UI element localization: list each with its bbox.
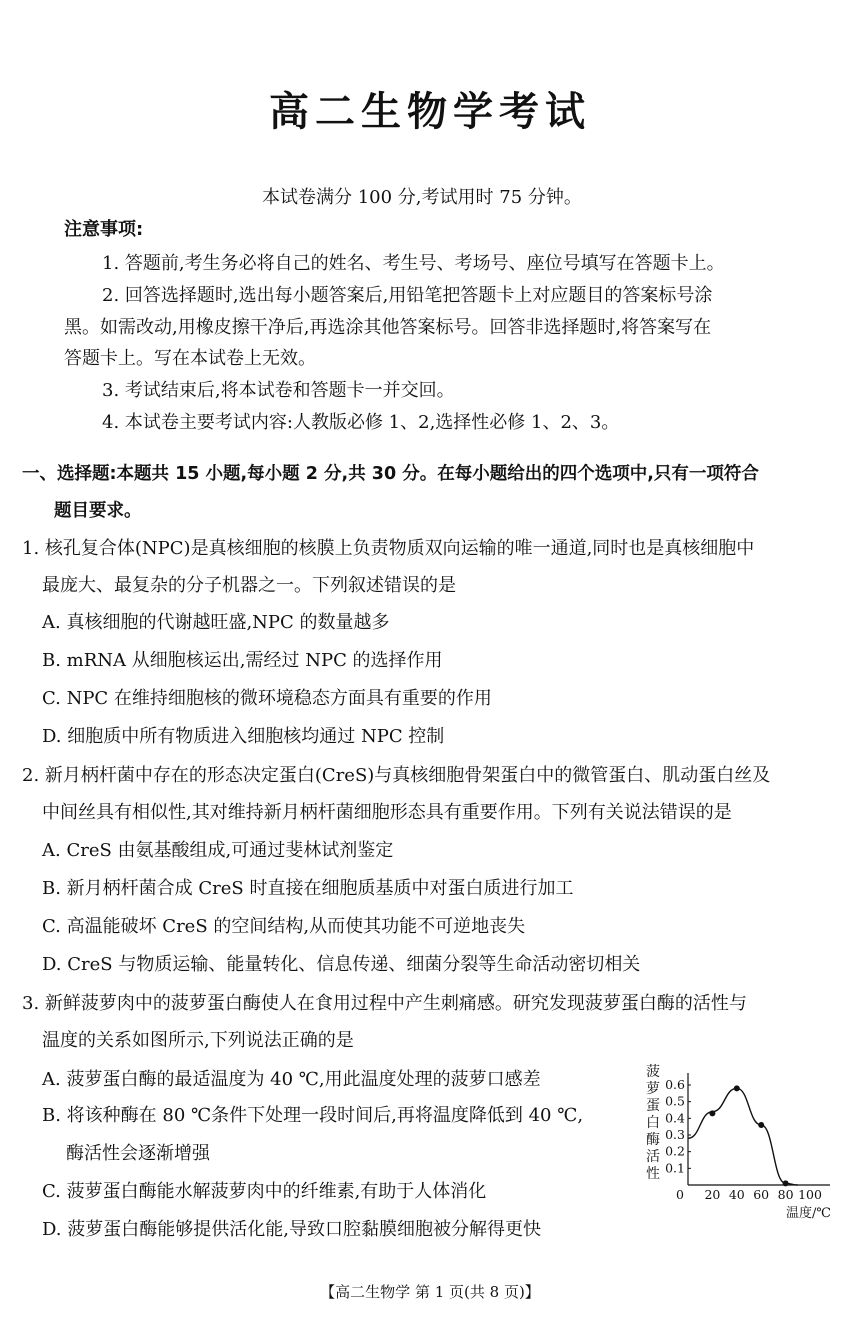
data-point	[783, 1180, 789, 1186]
note-item: 2. 回答选择题时,选出每小题答案后,用铅笔把答题卡上对应题目的答案标号涂	[102, 285, 713, 306]
x-tick-label: 60	[753, 1187, 770, 1202]
notes-heading: 注意事项:	[64, 219, 144, 240]
note-item: 3. 考试结束后,将本试卷和答题卡一并交回。	[102, 380, 455, 401]
y-tick-label: 0.2	[665, 1143, 685, 1159]
question-2-option-d: D. CreS 与物质运输、能量转化、信息传递、细菌分裂等生命活动密切相关	[42, 954, 641, 975]
y-axis-label-char: 蛋	[646, 1098, 660, 1114]
question-3-option-a: A. 菠萝蛋白酶的最适温度为 40 ℃,用此温度处理的菠萝口感差	[42, 1069, 541, 1090]
question-1-option-d: D. 细胞质中所有物质进入细胞核均通过 NPC 控制	[42, 726, 445, 747]
question-1-option-c: C. NPC 在维持细胞核的微环境稳态方面具有重要的作用	[42, 688, 492, 709]
activity-curve	[688, 1088, 798, 1185]
y-tick-label: 0.1	[665, 1160, 685, 1176]
exam-meta: 本试卷满分 100 分,考试用时 75 分钟。	[262, 187, 582, 208]
data-point	[758, 1122, 764, 1128]
y-tick-label: 0.5	[665, 1093, 685, 1109]
note-item: 答题卡上。写在本试卷上无效。	[64, 348, 316, 369]
section-heading: 一、选择题:本题共 15 小题,每小题 2 分,共 30 分。在每小题给出的四个选项中,只有一项符合	[22, 464, 759, 484]
x-tick-label: 0	[676, 1187, 684, 1202]
x-tick-label: 80	[777, 1187, 794, 1202]
y-axis-label-char: 性	[646, 1166, 660, 1182]
question-2-option-b: B. 新月柄杆菌合成 CreS 时直接在细胞质基质中对蛋白质进行加工	[42, 878, 574, 899]
question-1-stem-cont: 最庞大、最复杂的分子机器之一。下列叙述错误的是	[42, 575, 456, 596]
y-axis-label-char: 萝	[646, 1081, 660, 1097]
page-footer: 【高二生物学 第 1 页(共 8 页)】	[320, 1283, 540, 1301]
y-axis-label-char: 活	[646, 1149, 660, 1165]
question-2-stem-cont: 中间丝具有相似性,其对维持新月柄杆菌细胞形态具有重要作用。下列有关说法错误的是	[42, 802, 732, 823]
page-title: 高二生物学考试	[269, 89, 591, 135]
y-tick-label: 0.3	[665, 1127, 685, 1142]
question-2-stem: 2. 新月柄杆菌中存在的形态决定蛋白(CreS)与真核细胞骨架蛋白中的微管蛋白、肌动蛋白丝及	[22, 765, 771, 786]
section-heading-cont: 题目要求。	[54, 501, 142, 521]
y-tick-label: 0.6	[665, 1077, 685, 1092]
y-axis-label-char: 酶	[646, 1132, 660, 1148]
enzyme-activity-chart	[638, 1060, 848, 1225]
note-item: 4. 本试卷主要考试内容:人教版必修 1、2,选择性必修 1、2、3。	[102, 412, 620, 433]
question-1-option-b: B. mRNA 从细胞核运出,需经过 NPC 的选择作用	[42, 650, 443, 671]
question-2-option-c: C. 高温能破坏 CreS 的空间结构,从而使其功能不可逆地丧失	[42, 916, 526, 937]
question-1-stem: 1. 核孔复合体(NPC)是真核细胞的核膜上负责物质双向运输的唯一通道,同时也是真核细胞中	[22, 538, 755, 559]
question-2-option-a: A. CreS 由氨基酸组成,可通过斐林试剂鉴定	[42, 840, 394, 861]
question-3-option-b: B. 将该种酶在 80 ℃条件下处理一段时间后,再将温度降低到 40 ℃,	[42, 1105, 584, 1126]
question-3-option-b-cont: 酶活性会逐渐增强	[66, 1143, 210, 1164]
note-item: 黑。如需改动,用橡皮擦干净后,再选涂其他答案标号。回答非选择题时,将答案写在	[64, 317, 712, 338]
question-3-option-c: C. 菠萝蛋白酶能水解菠萝肉中的纤维素,有助于人体消化	[42, 1181, 487, 1202]
y-axis-label-char: 白	[646, 1115, 660, 1131]
data-point	[709, 1110, 715, 1116]
question-1-option-a: A. 真核细胞的代谢越旺盛,NPC 的数量越多	[42, 612, 390, 633]
question-3-stem: 3. 新鲜菠萝肉中的菠萝蛋白酶使人在食用过程中产生刺痛感。研究发现菠萝蛋白酶的活性与	[22, 993, 747, 1014]
question-3-stem-cont: 温度的关系如图所示,下列说法正确的是	[42, 1030, 354, 1051]
y-tick-label: 0.4	[665, 1110, 685, 1126]
data-point	[734, 1085, 740, 1091]
x-axis-label: 温度/℃	[786, 1206, 831, 1221]
x-tick-label: 40	[728, 1187, 745, 1202]
y-axis-label-char: 菠	[646, 1064, 660, 1080]
note-item: 1. 答题前,考生务必将自己的姓名、考生号、考场号、座位号填写在答题卡上。	[102, 253, 725, 274]
question-3-option-d: D. 菠萝蛋白酶能够提供活化能,导致口腔黏膜细胞被分解得更快	[42, 1219, 541, 1240]
x-tick-label: 100	[798, 1187, 822, 1202]
x-tick-label: 20	[704, 1187, 721, 1202]
